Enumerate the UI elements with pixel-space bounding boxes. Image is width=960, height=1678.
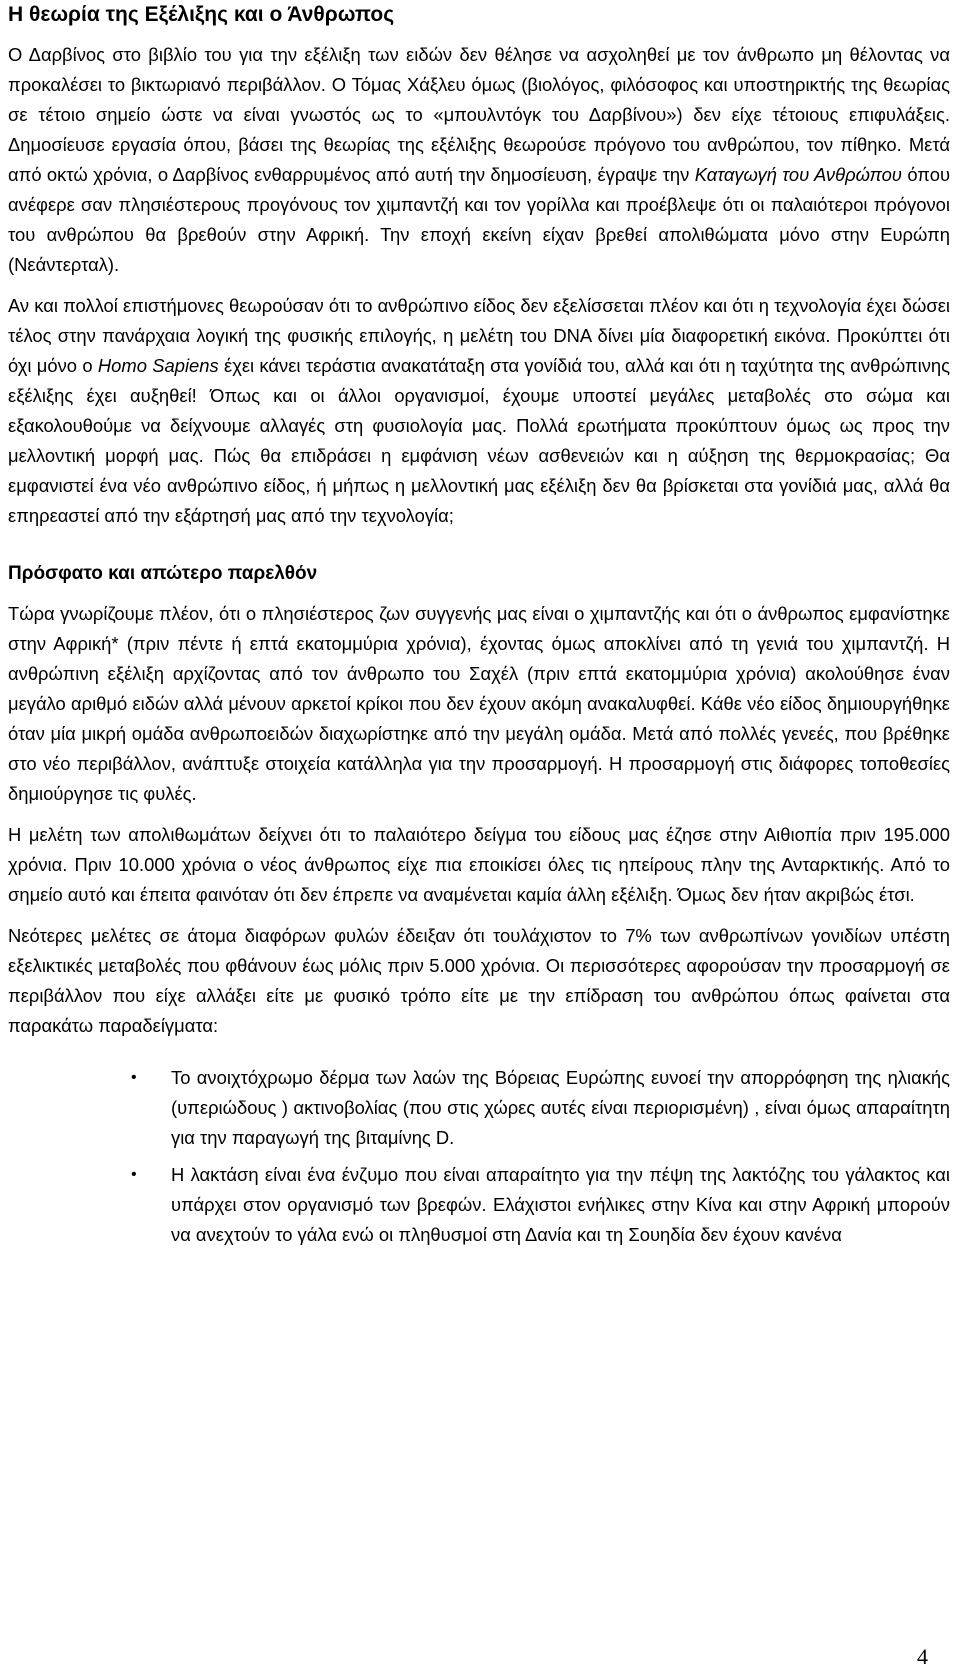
- paragraph-text: έχει κάνει τεράστια ανακατάταξη στα γονίδιά του, αλλά και ότι η ταχύτητα της ανθρώπινης εξέλιξης έχει αυξηθεί! Όπως και οι άλλοι οργανισμοί, έχουμε υποστεί μεγάλες μεταβολές στο σώμα και εξακολουθούμε να δείχνουμε αλλαγές στη φυσιολογία μας. Πολλά ερωτήματα προκύπτουν όμως ως προς την μελλοντική μορφή μας. Πώς θα επιδράσει η εμφάνιση νέων ασθενειών και η αύξηση της θερμοκρασίας; Θα εμφανιστεί ένα νέο ανθρώπινο είδος, ή μήπως η μελλοντική μας εξέλιξη δεν θα βρίσκεται στα γονίδιά μας, αλλά θα επηρεαστεί από την εξάρτησή μας από την τεχνολογία;: [8, 355, 950, 526]
- paragraph-dna-evolution: [8, 291, 950, 531]
- list-item-text: Το ανοιχτόχρωμο δέρμα των λαών της Βόρειας Ευρώπης ευνοεί την απορρόφηση της ηλιακής (υπεριώδους ) ακτινοβολίας (που στις χώρες αυτές είναι περιορισμένη) , είναι όμως απαραίτητη για την παραγωγή της βιταμίνης D.: [171, 1067, 950, 1148]
- paragraph-darwin-huxley: [8, 40, 950, 280]
- paragraph-text: όπου ανέφερε σαν πλησιέστερους προγόνους τον χιμπαντζή και τον γορίλλα και προέβλεψε ότι οι παλαιότεροι πρόγονοι του ανθρώπου θα βρεθούν στην Αφρική. Την εποχή εκείνη είχαν βρεθεί απολιθώματα μόνο στην Ευρώπη (Νεάντερταλ).: [8, 164, 950, 275]
- paragraph-closest-relative: Τώρα γνωρίζουμε πλέον, ότι ο πλησιέστερος ζων συγγενής μας είναι ο χιμπαντζής και ότι ο άνθρωπος εμφανίστηκε στην Αφρική* (πριν πέντε ή επτά εκατομμύρια χρόνια), έχοντας όμως αποκλίνει από τη γενιά του χιμπαντζή. Η ανθρώπινη εξέλιξη αρχίζοντας από τον άνθρωπο του Σαχέλ (πριν επτά εκατομμύρια χρόνια) ακολούθησε έναν μεγάλο αριθμό ειδών αλλά μένουν αρκετοί κρίκοι που δεν έχουν ακόμη ανακαλυφθεί. Κάθε νέο είδος δημιουργήθηκε όταν μία μικρή ομάδα ανθρωποειδών διαχωρίστηκε από την μεγάλη ομάδα. Μετά από πολλές γενεές, που βρέθηκε στο νέο περιβάλλον, ανάπτυξε στοιχεία κατάλληλα για την προσαρμογή. Η προσαρμογή στις διάφορες τοποθεσίες δημιούργησε τις φυλές.: [8, 603, 950, 804]
- paragraph-fossils: Η μελέτη των απολιθωμάτων δείχνει ότι το παλαιότερο δείγμα του είδους μας έζησε στην Αιθιοπία πριν 195.000 χρόνια. Πριν 10.000 χρόνια ο νέος άνθρωπος είχε πια εποικίσει όλες τις ηπείρους πλην της Ανταρκτικής. Από το σημείο αυτό και έπειτα φαινόταν ότι δεν έπρεπε να αναμένεται καμία άλλη εξέλιξη. Όμως δεν ήταν ακριβώς έτσι.: [8, 824, 950, 905]
- document-page: [8, 0, 950, 1257]
- page-number: 4: [917, 1644, 928, 1669]
- paragraph-text: Αν και πολλοί επιστήμονες θεωρούσαν ότι το ανθρώπινο είδος δεν εξελίσσεται πλέον και ότι η τεχνολογία έχει δώσει τέλος στην πανάρχαια λογική της φυσικής επιλογής, η μελέτη του DNA δίνει μία διαφορετική εικόνα. Προκύπτει ότι όχι μόνο ο: [8, 295, 950, 376]
- spacer: [8, 531, 950, 545]
- bullet-icon: •: [131, 1069, 137, 1086]
- section-heading: Πρόσφατο και απώτερο παρελθόν: [8, 563, 318, 584]
- species-name-italic: Homo Sapiens: [97, 355, 219, 376]
- bullet-icon: •: [131, 1166, 137, 1183]
- paragraph-text: Ο Δαρβίνος στο βιβλίο του για την εξέλιξη των ειδών δεν θέλησε να ασχοληθεί με τον άνθρωπο μη θέλοντας να προκαλέσει το βικτωριανό περιβάλλον. Ο Τόμας Χάξλευ όμως (βιολόγος, φιλόσοφος και υποστηρικτής της θεωρίας σε τέτοιο σημείο ώστε να είναι γνωστός ως το «μπουλντόγκ του Δαρβίνου») δεν είχε τέτοιους επιφυλάξεις. Δημοσίευσε εργασία όπου, βάσει της θεωρίας της εξέλιξης θεωρούσε πρόγονο του ανθρώπου, τον πίθηκο. Μετά από οκτώ χρόνια, ο Δαρβίνος ενθαρρυμένος από αυτή την δημοσίευση, έγραψε την: [8, 44, 950, 185]
- paragraph-recent-studies: Νεότερες μελέτες σε άτομα διαφόρων φυλών έδειξαν ότι τουλάχιστον το 7% των ανθρωπίνων γονιδίων υπέστη εξελικτικές μεταβολές που φθάνουν έως μόλις πριν 5.000 χρόνια. Οι περισσότερες αφορούσαν την προσαρμογή σε περιβάλλον που είχε αλλάξει είτε με φυσικό τρόπο είτε με την επίδραση του ανθρώπου όπως φαίνεται στα παρακάτω παραδείγματα:: [8, 925, 950, 1036]
- page-title: Η θεωρία της Εξέλιξης και ο Άνθρωπος: [8, 3, 395, 26]
- list-item-text: Η λακτάση είναι ένα ένζυμο που είναι απαραίτητο για την πέψη της λακτόζης του γάλακτος και υπάρχει στον οργανισμό των βρεφών. Ελάχιστοι ενήλικες στην Κίνα και στην Αφρική μπορούν να ανεχτούν το γάλα ενώ οι πληθυσμοί στη Δανία και τη Σουηδία δεν έχουν κανένα: [171, 1164, 950, 1245]
- list-item: [8, 1063, 950, 1153]
- list-item: [8, 1160, 950, 1250]
- book-title-italic: Καταγωγή του Ανθρώπου: [694, 164, 902, 185]
- examples-list: [8, 1063, 950, 1250]
